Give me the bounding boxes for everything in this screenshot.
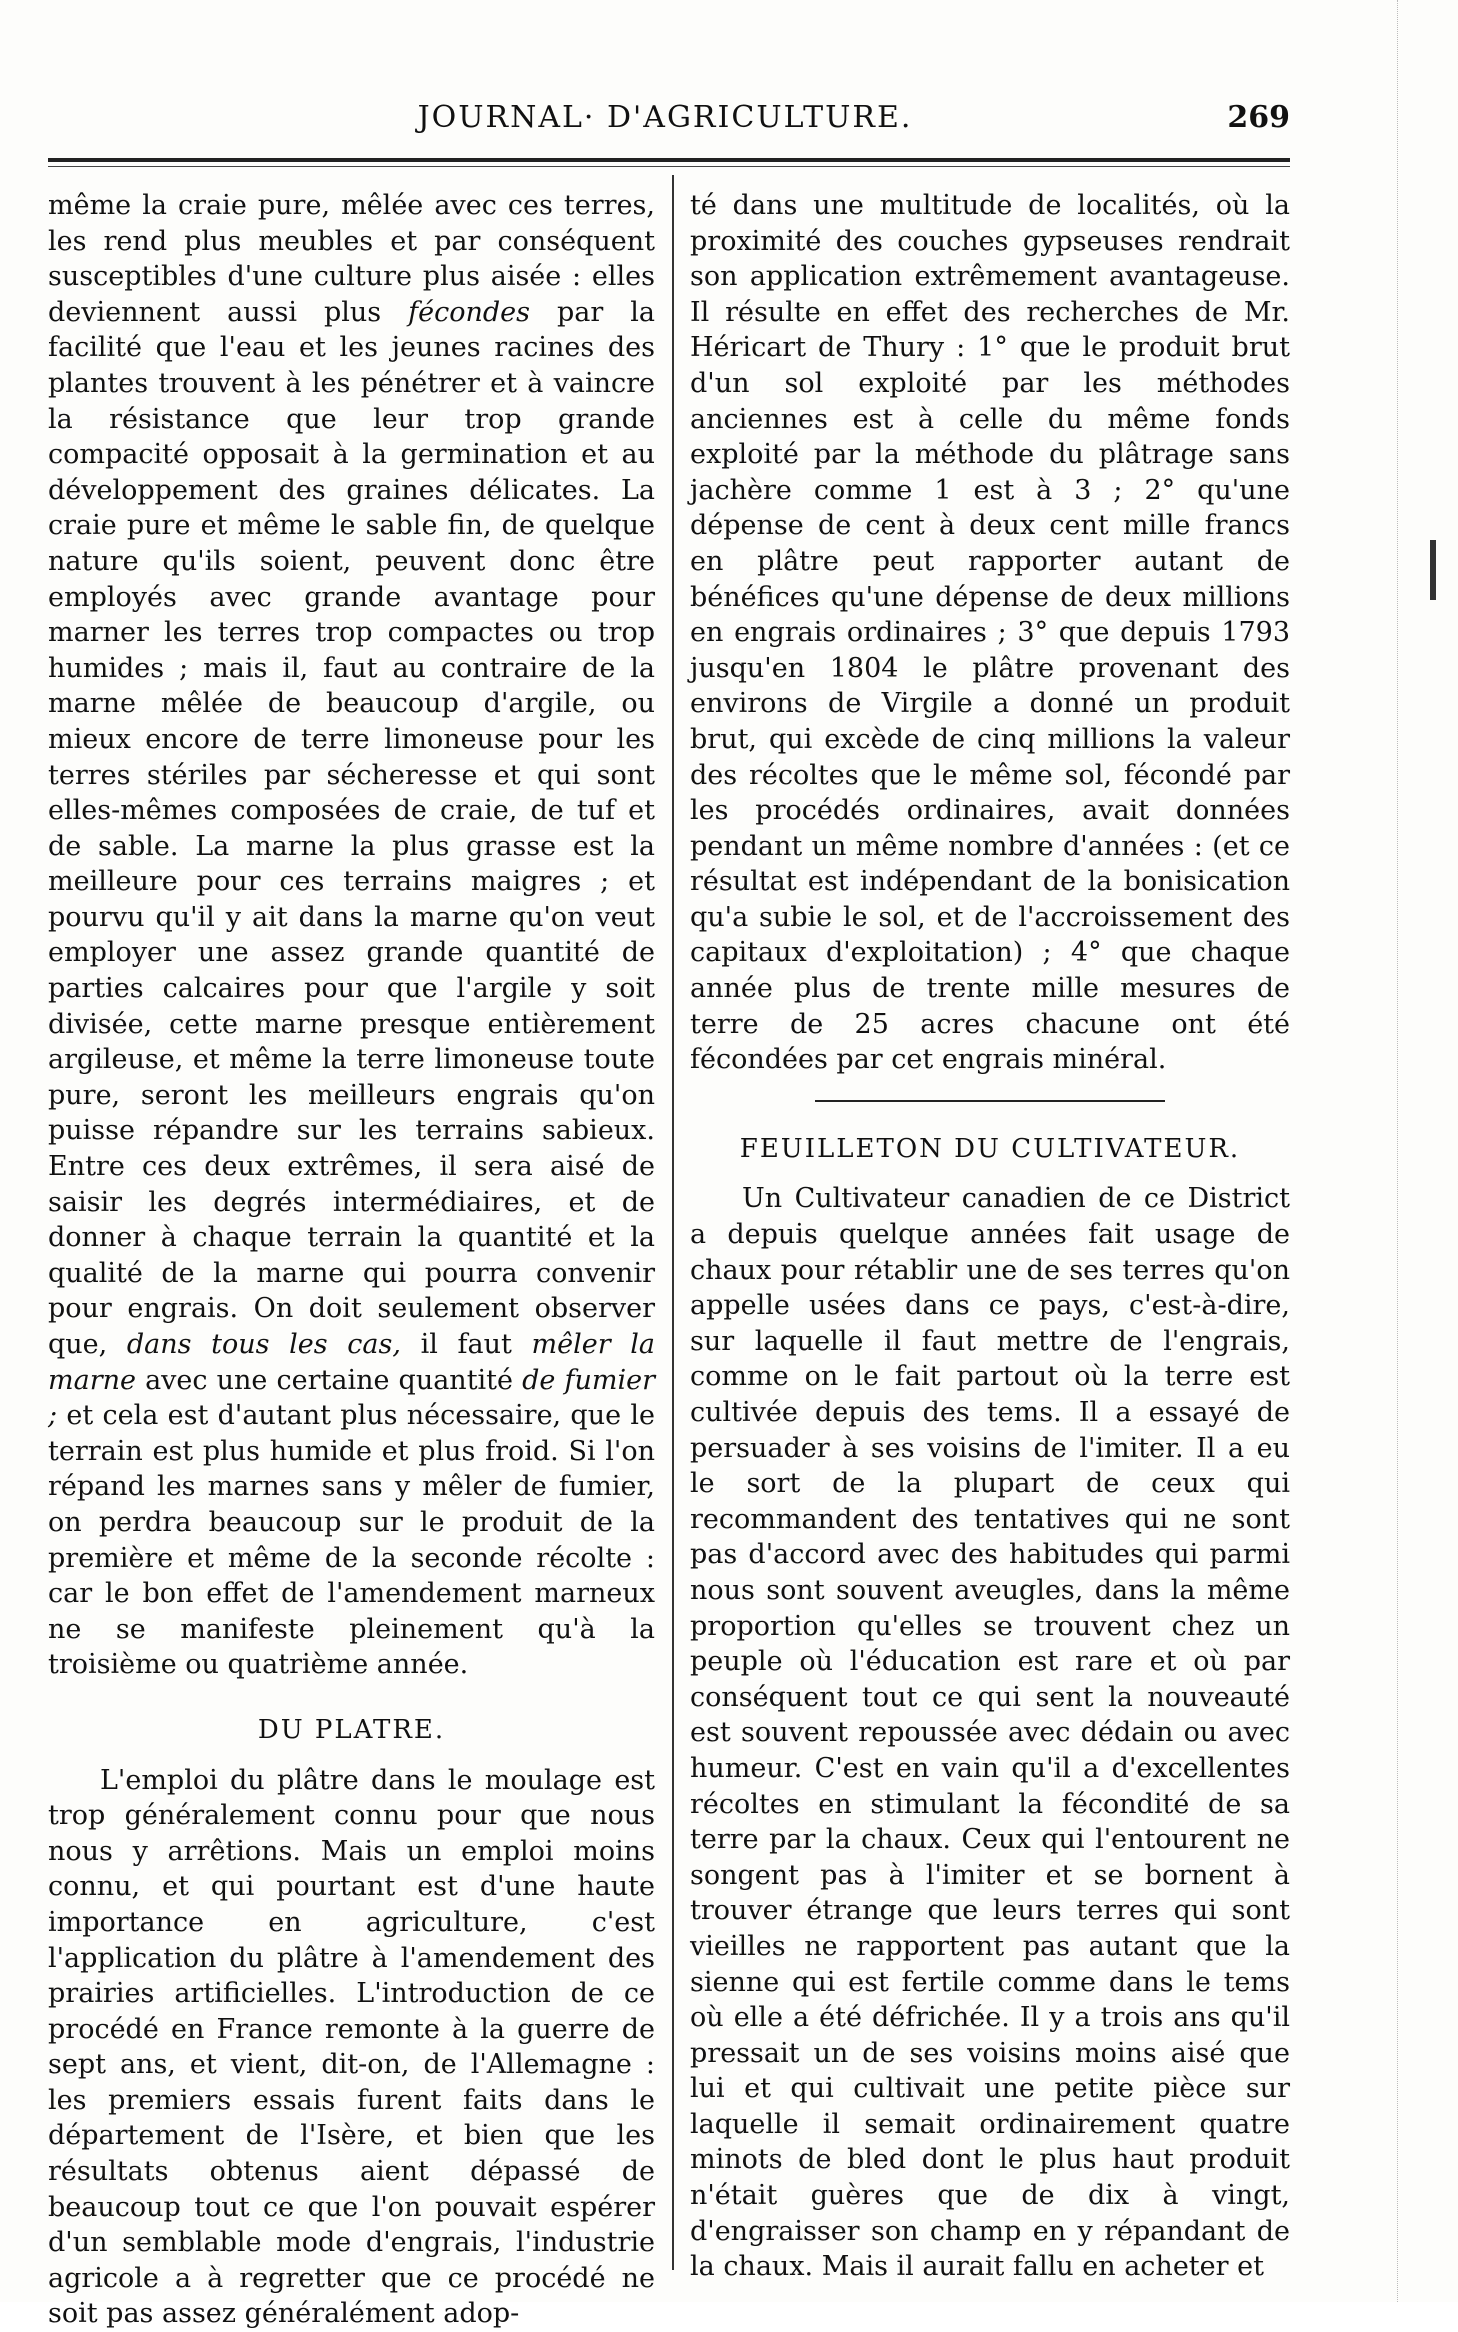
header-rule-thin xyxy=(48,166,1290,167)
page-number: 269 xyxy=(1227,100,1290,135)
platre-continued-paragraph: té dans une multitude de localités, où la proximité des couches gypseuses rendrait son application extrêmement avantageuse. Il résulte en effet des recherches de Mr. Héricart de Thury : 1° que le produit brut d'un sol exploité par les méthodes anciennes est à celle du même fonds exploité par la méthode du plâtrage sans jachère comme 1 est à 3 ; 2° qu'une dépense de cent à deux cent mille francs en plâtre peut rapporter autant de bénéfices qu'une dépense de deux millions en engrais ordinaires ; 3° que depuis 1793 jusqu'en 1804 le plâtre provenant des environs de Virgile a donné un produit brut, qui excède de cinq millions la valeur des récoltes que le même sol, fécondé par les procédés ordinaires, avait données pendant un même nombre d'années : (et ce résultat est indépendant de la bonisication qu'a subie le sol, et de l'accroissement des capitaux d'exploitation) ; 4° que chaque année plus de trente mille mesures de terre de 25 acres chacune ont été fécondées par cet engrais minéral. xyxy=(690,190,1290,1076)
right-column xyxy=(690,188,1290,2285)
running-head xyxy=(40,100,1290,144)
section-title-platre: DU PLATRE. xyxy=(257,1714,446,1745)
binding-mark xyxy=(1430,540,1436,600)
platre-paragraph: L'emploi du plâtre dans le moulage est trop généralement connu pour que nous nous y arrêtions. Mais un emploi moins connu, et qui pourtant est d'une haute importance en agriculture, c'est l'application du plâtre à l'amendement des prairies artificielles. L'introduction de ce procédé en France remonte à la guerre de sept ans, et vient, dit-on, de l'Allemagne : les premiers essais furent faits dans le département de l'Isère, et bien que les résultats obtenus aient dépassé de beaucoup tout ce que l'on pouvait espérer d'un semblable mode d'engrais, l'industrie agricole a à regretter que ce procédé ne soit pas assez généralément adop- xyxy=(48,1764,655,2330)
left-column xyxy=(48,188,655,2332)
marne-paragraph: même la craie pure, mêlée avec ces terres, les rend plus meubles et par conséquent susceptibles d'une culture plus aisée : elles deviennent aussi plus fécondes par la facilité que l'eau et les jeunes racines des plantes trouvent à les pénétrer et à vaincre la résistance que leur trop grande compacité opposait à la germination et au développement des graines délicates. La craie pure et même le sable fin, de quelque nature qu'ils soient, peuvent donc être employés avec grande avantage pour marner les terres trop compactes ou trop humides ; mais il, faut au contraire de la marne mêlée de beaucoup d'argile, ou mieux encore de terre limoneuse pour les terres stériles par sécheresse et qui sont elles-mêmes composées de craie, de tuf et de sable. La marne la plus grasse est la meilleure pour ces terrains maigres ; et pourvu qu'il y ait dans la marne qu'on veut employer une assez grande quantité de parties calcaires pour que l'argile y soit divisée, cette marne presque entièrement argileuse, et même la terre limoneuse toute pure, seront les meilleurs engrais qu'on puisse répandre sur les terrains sabieux. Entre ces deux extrêmes, il sera aisé de saisir les degrés intermédiaires, et de donner à chaque terrain la quantité et la qualité de la marne qui pourra convenir pour engrais. On doit seulement observer que, dans tous les cas, il faut mêler la marne avec une certaine quantité de fumier ; et cela est d'autant plus nécessaire, que le terrain est plus humide et plus froid. Si l'on répand les marnes sans y mêler de fumier, on perdra beaucoup sur le produit de la première et même de la seconde récolte : car le bon effet de l'amendement marneux ne se manifeste pleinement qu'à la troisième ou quatrième année. xyxy=(48,190,656,1681)
header-rule xyxy=(48,158,1290,162)
scan-edge xyxy=(1397,0,1458,2302)
section-title-feuilleton: FEUILLETON DU CULTIVATEUR. xyxy=(739,1133,1241,1164)
feuilleton-paragraph: Un Cultivateur canadien de ce District a depuis quelque années fait usage de chaux pour rétablir une de ses terres qu'on appelle usées dans ce pays, c'est-à-dire, sur laquelle il faut mettre de l'engrais, comme on le fait partout où la terre est cultivée depuis des tems. Il a essayé de persuader à ses voisins de l'imiter. Il a eu le sort de la plupart de ceux qui recommandent des tentatives qui ne sont pas d'accord avec des habitudes qui parmi nous sont souvent aveugles, dans la même proportion qu'elles se trouvent chez un peuple où l'éducation est rare et où par conséquent tout ce qui sent la nouveauté est souvent repoussée avec dédain ou avec humeur. C'est en vain qu'il a d'excellentes récoltes en stimulant la fécondité de sa terre par la chaux. Ceux qui l'entourent ne songent pas à l'imiter et se bornent à trouver étrange que leurs terres qui sont vieilles ne rapportent pas autant que la sienne qui est fertile comme dans le tems où elle a été défrichée. Il y a trois ans qu'il pressait un de ses voisins moins aisé que lui et qui cultivait une petite pièce sur laquelle il semait ordinairement quatre minots de bled dont le plus haut produit n'était guères que de dix à vingt, d'engraisser son champ en y répandant de la chaux. Mais il aurait fallu en acheter et xyxy=(690,1183,1290,2283)
column-divider xyxy=(672,175,674,2270)
section-rule xyxy=(815,1100,1165,1102)
journal-title: JOURNAL· D'AGRICULTURE. xyxy=(417,100,913,135)
